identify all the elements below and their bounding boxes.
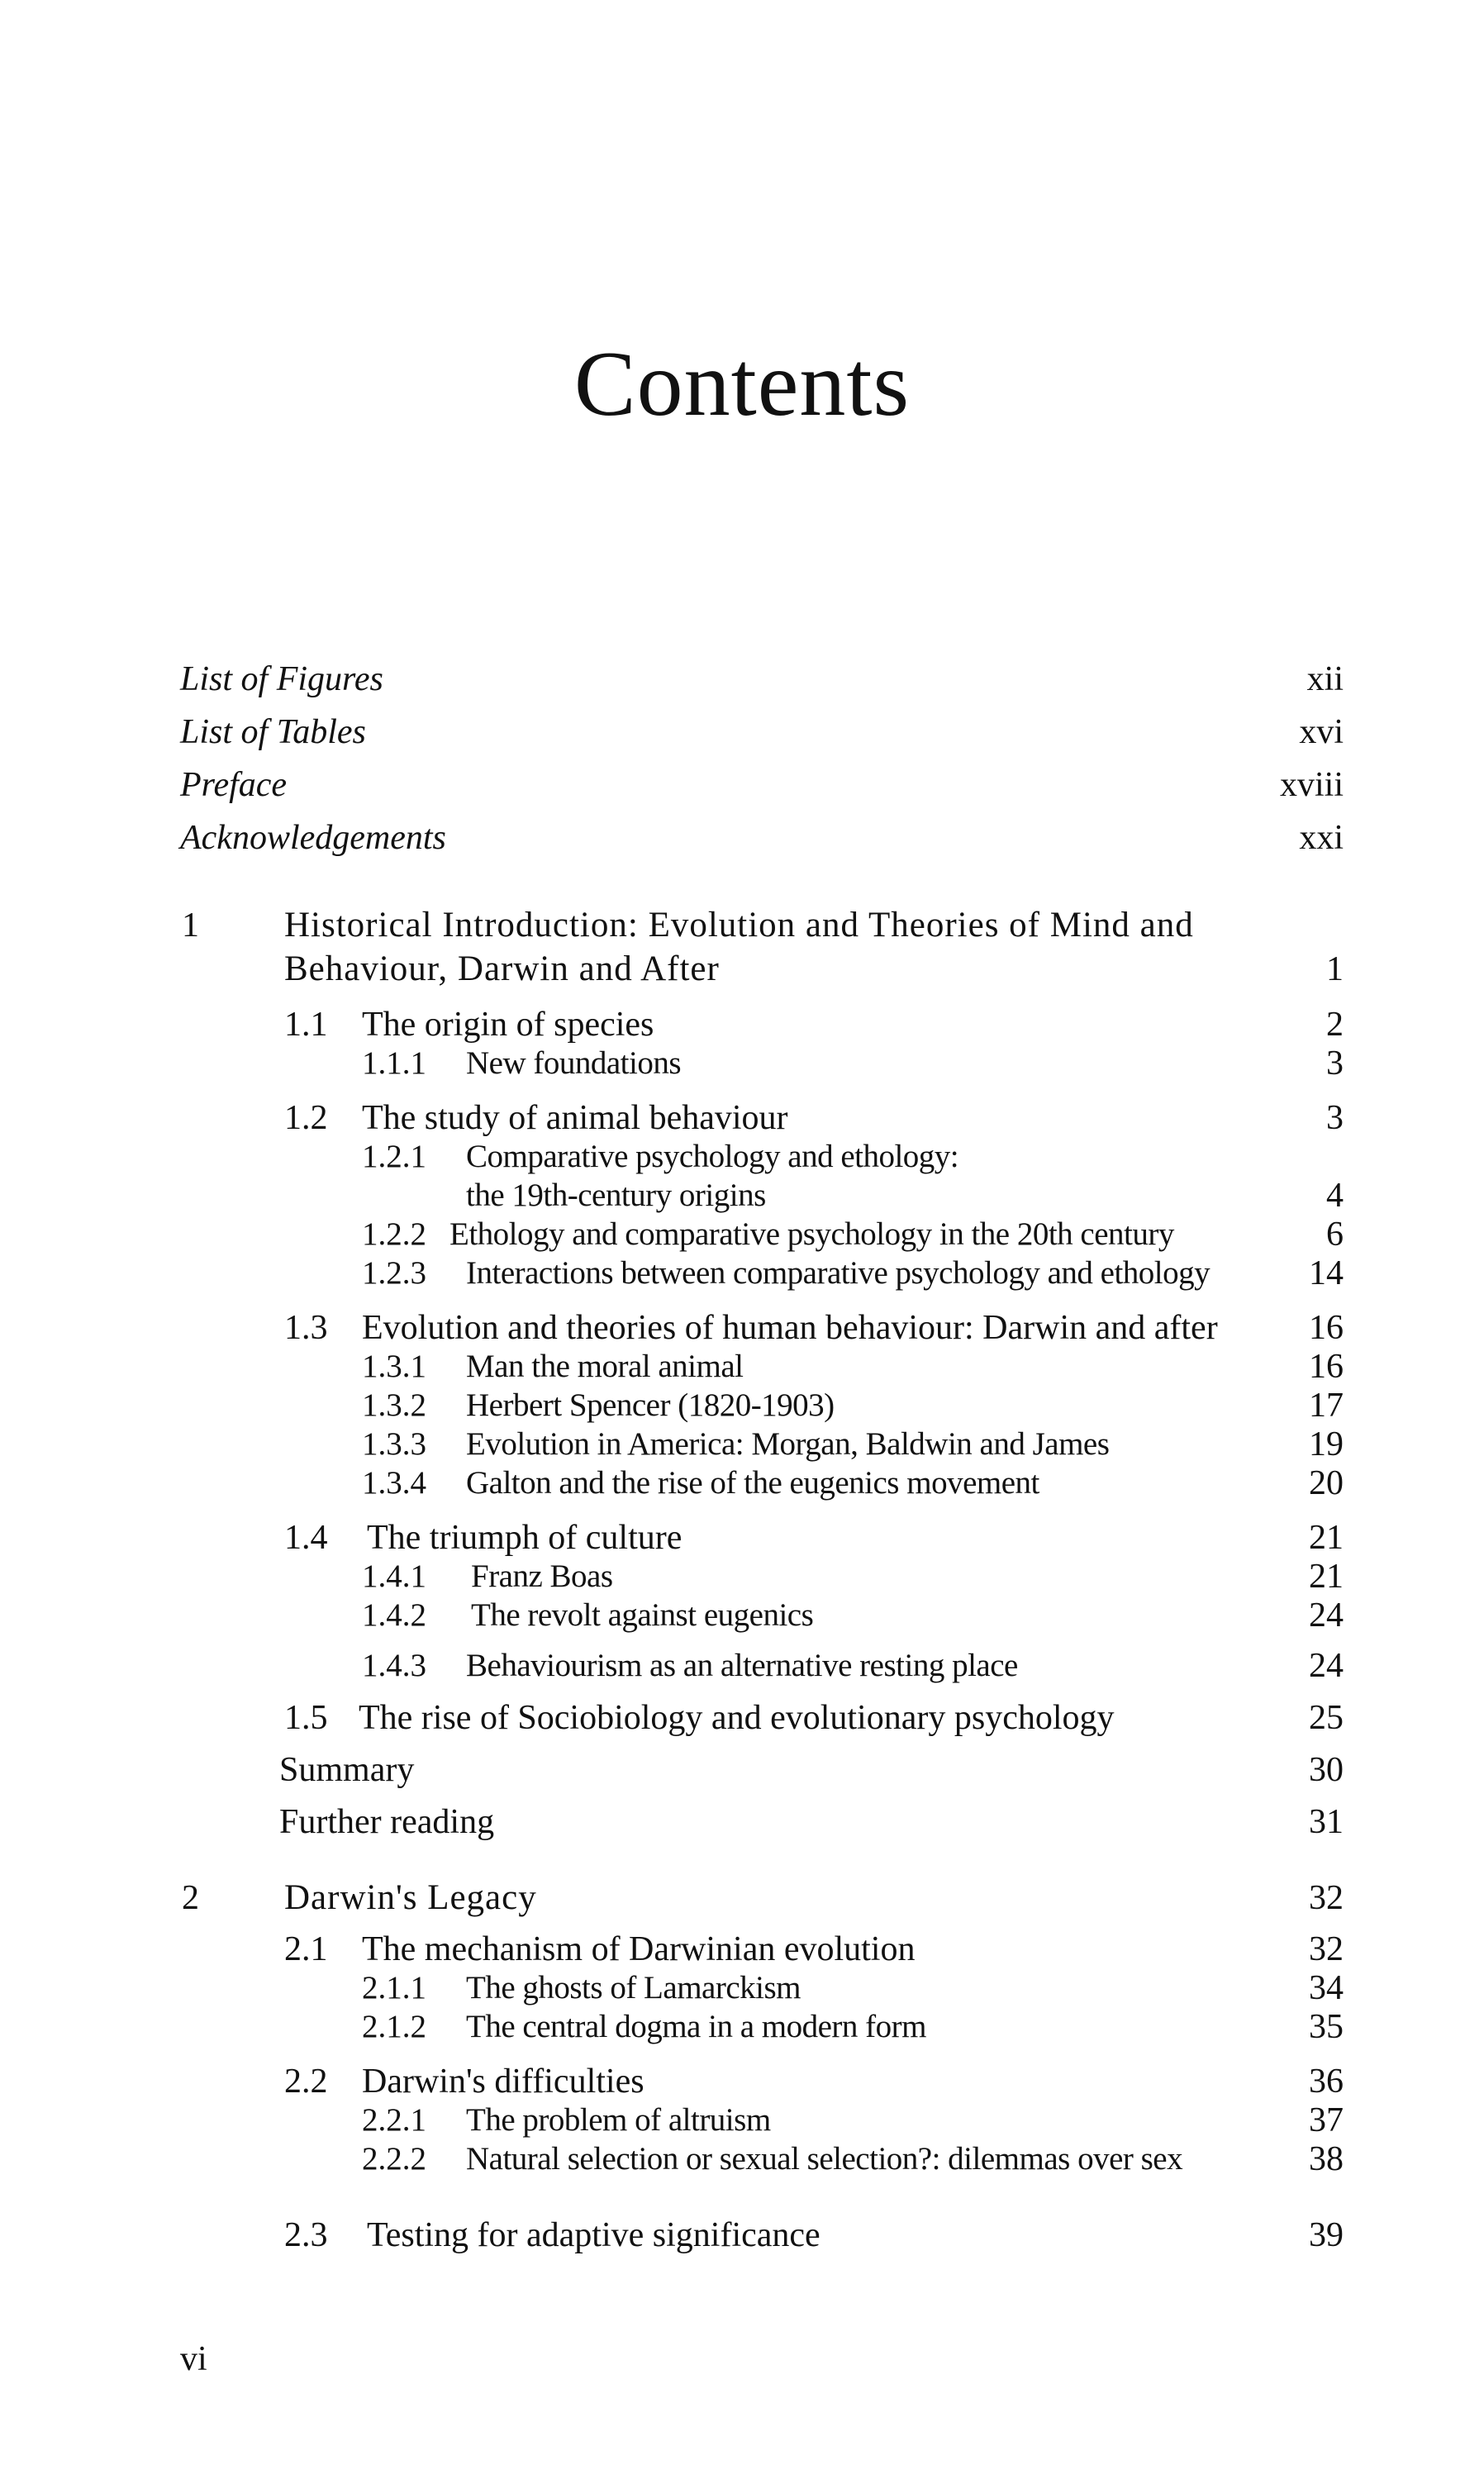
toc-section-1-2[interactable] [0,1097,1484,1139]
section-title: The mechanism of Darwinian evolution [362,1930,916,1968]
toc-page-number: 1 [1326,950,1344,988]
section-title: The triumph of culture [367,1519,683,1557]
section-number: 2.3 [284,2216,328,2254]
subsection-title: Galton and the rise of the eugenics movement [466,1465,1039,1501]
section-number: 1.4 [284,1519,328,1557]
toc-section-2-2[interactable] [0,2061,1484,2102]
toc-page-number: 4 [1326,1177,1344,1215]
subsection-number: 2.2.1 [362,2102,426,2138]
subsection-title: The revolt against eugenics [471,1597,814,1633]
toc-section-1-1[interactable] [0,1004,1484,1045]
toc-section-1-5[interactable] [0,1697,1484,1739]
toc-section-2-1[interactable] [0,1929,1484,1970]
toc-page-number: 30 [1309,1751,1344,1789]
toc-subsection-1-2-1-cont[interactable] [0,1175,1484,1216]
toc-subsection-1-4-1[interactable] [0,1556,1484,1597]
toc-subsection-1-2-3[interactable] [0,1253,1484,1294]
toc-section-2-3[interactable] [0,2215,1484,2256]
subsection-title: Ethology and comparative psychology in the 20th century [449,1216,1174,1252]
toc-entry-acknowledgements[interactable] [0,817,1484,859]
chapter-number: 1 [182,906,199,944]
toc-page-number: 16 [1309,1348,1344,1386]
toc-subsection-1-2-2[interactable] [0,1214,1484,1255]
subsection-title: Interactions between comparative psychology and ethology [466,1255,1211,1291]
toc-page-number: 16 [1309,1309,1344,1347]
toc-page-number: 14 [1309,1254,1344,1292]
subsection-number: 1.2.1 [362,1139,426,1174]
toc-page-number: 3 [1326,1099,1344,1137]
subsection-title-line-2: the 19th-century origins [466,1178,766,1213]
toc-page-number: 6 [1326,1216,1344,1254]
subsection-title: New foundations [466,1045,682,1081]
subsection-number: 1.2.2 [362,1216,426,1252]
subsection-title: Evolution in America: Morgan, Baldwin and James [466,1426,1110,1462]
toc-entry-list-of-figures[interactable] [0,659,1484,700]
subsection-number: 1.4.3 [362,1648,426,1683]
further-reading-title: Further reading [279,1803,495,1841]
toc-page-number: xii [1306,660,1344,698]
toc-chapter-1-cont[interactable] [0,949,1484,990]
chapter-title: Darwin's Legacy [284,1878,537,1917]
toc-subsection-1-3-2[interactable] [0,1385,1484,1426]
section-title: The rise of Sociobiology and evolutionary psychology [359,1699,1115,1737]
toc-page-number: xxi [1299,819,1344,857]
section-number: 1.3 [284,1309,328,1347]
toc-page-number: 32 [1309,1879,1344,1917]
toc-page-number: 19 [1309,1425,1344,1463]
page-title: Contents [573,333,911,435]
toc-subsection-2-1-2[interactable] [0,2006,1484,2048]
toc-chapter-2[interactable] [0,1877,1484,1919]
subsection-title: The ghosts of Lamarckism [466,1970,801,2006]
toc-page-number: 25 [1309,1699,1344,1737]
toc-page-number: 36 [1309,2063,1344,2101]
toc-subsection-1-2-1[interactable] [0,1136,1484,1178]
chapter-title-line-2: Behaviour, Darwin and After [284,949,720,988]
section-number: 1.2 [284,1099,328,1137]
section-number: 1.5 [284,1699,328,1737]
toc-chapter-1[interactable] [0,905,1484,946]
section-title: Testing for adaptive significance [367,2216,820,2254]
subsection-number: 1.3.4 [362,1465,426,1501]
subsection-number: 1.4.1 [362,1558,426,1594]
toc-subsection-1-3-3[interactable] [0,1424,1484,1465]
summary-title: Summary [279,1751,415,1789]
toc-page-number: 39 [1309,2216,1344,2254]
section-title: The origin of species [362,1006,654,1044]
toc-page-number: 37 [1309,2101,1344,2139]
toc-entry-list-of-tables[interactable] [0,711,1484,753]
section-number: 2.1 [284,1930,328,1968]
chapter-title-line-1: Historical Introduction: Evolution and Theories of Mind and [284,906,1194,944]
toc-page-number: 21 [1309,1519,1344,1557]
toc-page-number: 3 [1326,1044,1344,1082]
subsection-title: Franz Boas [471,1558,613,1594]
section-title: Darwin's difficulties [362,2063,644,2101]
toc-subsection-2-1-1[interactable] [0,1967,1484,2009]
subsection-number: 1.3.1 [362,1349,426,1384]
toc-page-number: 21 [1309,1558,1344,1596]
toc-subsection-2-2-1[interactable] [0,2100,1484,2141]
subsection-title-line-1: Comparative psychology and ethology: [466,1139,959,1174]
toc-page-number: 2 [1326,1006,1344,1044]
toc-page-number: xviii [1279,766,1344,804]
toc-page-number: 35 [1309,2008,1344,2046]
subsection-title: Behaviourism as an alternative resting place [466,1648,1018,1683]
toc-further-reading[interactable] [0,1801,1484,1843]
subsection-title: Natural selection or sexual selection?: dilemmas over sex [466,2141,1183,2177]
toc-subsection-2-2-2[interactable] [0,2139,1484,2180]
toc-page-number: 34 [1309,1969,1344,2007]
toc-page-number: 17 [1309,1387,1344,1425]
section-number: 2.2 [284,2063,328,2101]
toc-summary[interactable] [0,1749,1484,1791]
section-number: 1.1 [284,1006,328,1044]
toc-entry-label: Preface [180,766,288,804]
toc-page-number: xvi [1299,713,1344,751]
subsection-title: Herbert Spencer (1820-1903) [466,1387,835,1423]
subsection-number: 1.3.2 [362,1387,426,1423]
subsection-number: 2.1.2 [362,2009,426,2044]
toc-section-1-3[interactable] [0,1307,1484,1349]
section-title: Evolution and theories of human behaviour: Darwin and after [362,1309,1218,1347]
chapter-number: 2 [182,1879,199,1917]
toc-page-number: 38 [1309,2140,1344,2178]
toc-subsection-1-1-1[interactable] [0,1043,1484,1084]
toc-subsection-1-3-1[interactable] [0,1346,1484,1387]
subsection-title: The central dogma in a modern form [466,2009,926,2044]
toc-entry-label: Acknowledgements [180,819,446,857]
toc-page-number: 20 [1309,1464,1344,1502]
toc-entry-label: List of Tables [180,713,366,751]
section-title: The study of animal behaviour [362,1099,788,1137]
toc-page-number: 24 [1309,1647,1344,1685]
subsection-number: 1.4.2 [362,1597,426,1633]
subsection-number: 1.1.1 [362,1045,426,1081]
toc-subsection-1-4-2[interactable] [0,1595,1484,1636]
toc-subsection-1-3-4[interactable] [0,1463,1484,1504]
toc-entry-label: List of Figures [180,660,383,698]
subsection-number: 2.1.1 [362,1970,426,2006]
toc-section-1-4[interactable] [0,1517,1484,1558]
subsection-title: The problem of altruism [466,2102,771,2138]
subsection-number: 1.2.3 [362,1255,426,1291]
toc-entry-preface[interactable] [0,764,1484,806]
subsection-title: Man the moral animal [466,1349,744,1384]
subsection-number: 1.3.3 [362,1426,426,1462]
toc-page-number: 24 [1309,1596,1344,1634]
toc-subsection-1-4-3[interactable] [0,1645,1484,1687]
toc-page-number: 31 [1309,1803,1344,1841]
subsection-number: 2.2.2 [362,2141,426,2177]
page-folio: vi [180,2340,207,2378]
toc-page-number: 32 [1309,1930,1344,1968]
